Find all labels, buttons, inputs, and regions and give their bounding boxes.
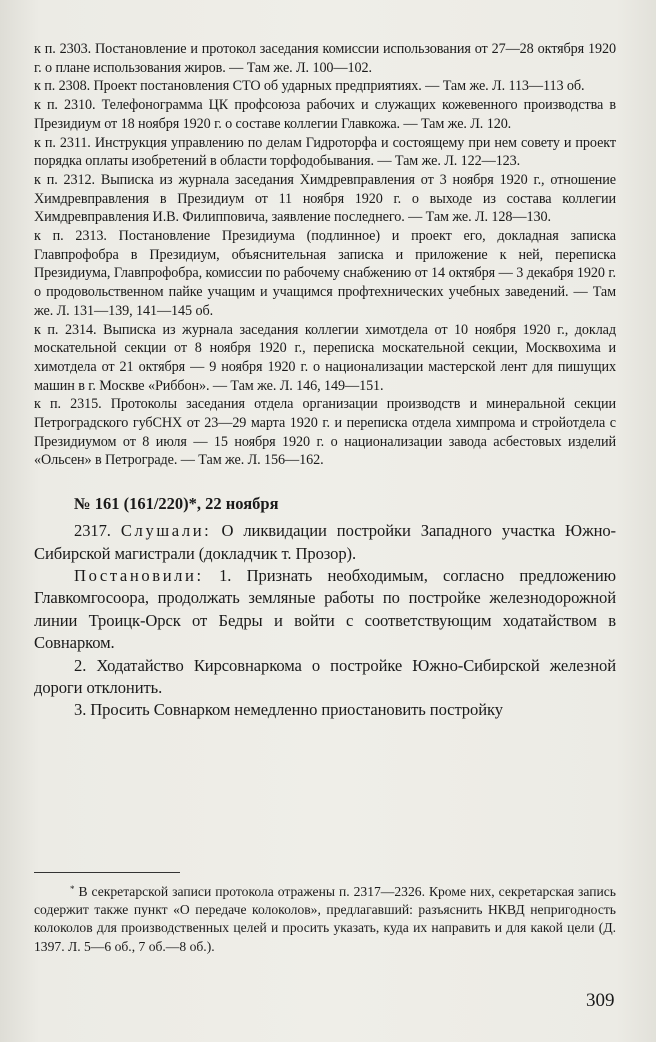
note-2303: к п. 2303. Постановление и протокол заседания комиссии использования от 27—28 октября 1920 г. о плане использования жиров. — Там же. Л. 100—102.	[34, 41, 616, 76]
session-body	[34, 520, 616, 722]
heard-label: Слушали:	[120, 521, 212, 541]
heard-text: О ликвидации постройки Западного участка Южно-Сибирской магистрали (докладчик т. Прозор).	[34, 521, 616, 563]
item-number: 2317.	[74, 521, 111, 541]
footnote	[34, 880, 616, 956]
footnote-divider	[34, 872, 180, 873]
page-number: 309	[586, 990, 615, 1011]
resolved-text: 1. Признать необходимым, согласно предложению Главкомгосоора, продолжать земляные работы по постройке железнодорожной линии Троицк-Орск от Бедры и войти с соответствующим ходатайством в Совнарком.	[34, 565, 616, 653]
session-title: № 161 (161/220)*, 22 ноября	[74, 494, 279, 514]
note-2313: к п. 2313. Постановление Президиума (подлинное) и проект его, докладная записка Главпрофобра в Президиум, объяснительная записка и приложение к ней, переписка Президиума, Главпрофобра, комиссии по рабочему снабжению от 14 октября — 3 декабря 1920 г. о продовольственном пайке учащим и учащимся профтехнических учебных заведений. — Там же. Л. 131—139, 141—145 об.	[34, 228, 616, 319]
note-2310: к п. 2310. Телефонограмма ЦК профсоюза рабочих и служащих кожевенного производства в Президиум от 18 ноября 1920 г. о составе коллегии Главкожа. — Там же. Л. 120.	[34, 97, 616, 132]
footnote-text: В секретарской записи протокола отражены п. 2317—2326. Кроме них, секретарская запись содержит также пункт «О передаче колоколов», предлагавший: разъяснить НКВД непригодность колоколов для производственных целей и просить указать, куда их направить и для какой цели (Д. 1397. Л. 5—6 об., 7 об.—8 об.).	[34, 884, 616, 954]
page-content	[34, 40, 616, 722]
note-2311: к п. 2311. Инструкция управлению по делам Гидроторфа и состоящему при нем совету и проект порядка оплаты изобретений в области торфодобывания. — Там же. Л. 122—123.	[34, 134, 616, 170]
note-2315: к п. 2315. Протоколы заседания отдела организации производств и минеральной секции Петроградского губСНХ от 23—29 марта 1920 г. и переписка отдела химпрома и стройотдела с Президиумом от 8 июля — 15 ноября 1920 г. о национализации завода асбестовых изделий «Ольсен» в Петрограде. — Там же. Л. 156—162.	[34, 396, 616, 469]
note-2314: к п. 2314. Выписка из журнала заседания коллегии химотдела от 10 ноября 1920 г., доклад москательной секции от 8 ноября 1920 г., переписка москательной секции, Москвохима и химотдела от 21 октября — 9 ноября 1920 г. о национализации мастерской лент для пишущих машин в г. Москве «Риббон». — Там же. Л. 146, 149—151.	[34, 321, 616, 394]
resolution-point-3: 3. Просить Совнарком немедленно приостановить постройку	[74, 700, 503, 720]
note-2308: к п. 2308. Проект постановления СТО об ударных предприятиях. — Там же. Л. 113—113 об.	[34, 78, 585, 95]
archival-notes	[34, 40, 616, 470]
note-2312: к п. 2312. Выписка из журнала заседания Химдревправления от 3 ноября 1920 г., отношение Химдревправления в Президиум от 11 ноября 1920 г. о выходе из состава коллегии Химдревправления И.В. Филипповича, заявление последнего. — Там же. Л. 128—130.	[34, 171, 616, 226]
item-2317-resolved	[34, 565, 616, 655]
resolved-label: Постановили:	[74, 565, 204, 585]
footnote-mark: *	[70, 884, 75, 894]
item-2317-heard	[34, 520, 616, 565]
resolution-point-2: 2. Ходатайство Кирсовнаркома о постройке Южно-Сибирской железной дороги отклонить.	[34, 655, 616, 698]
